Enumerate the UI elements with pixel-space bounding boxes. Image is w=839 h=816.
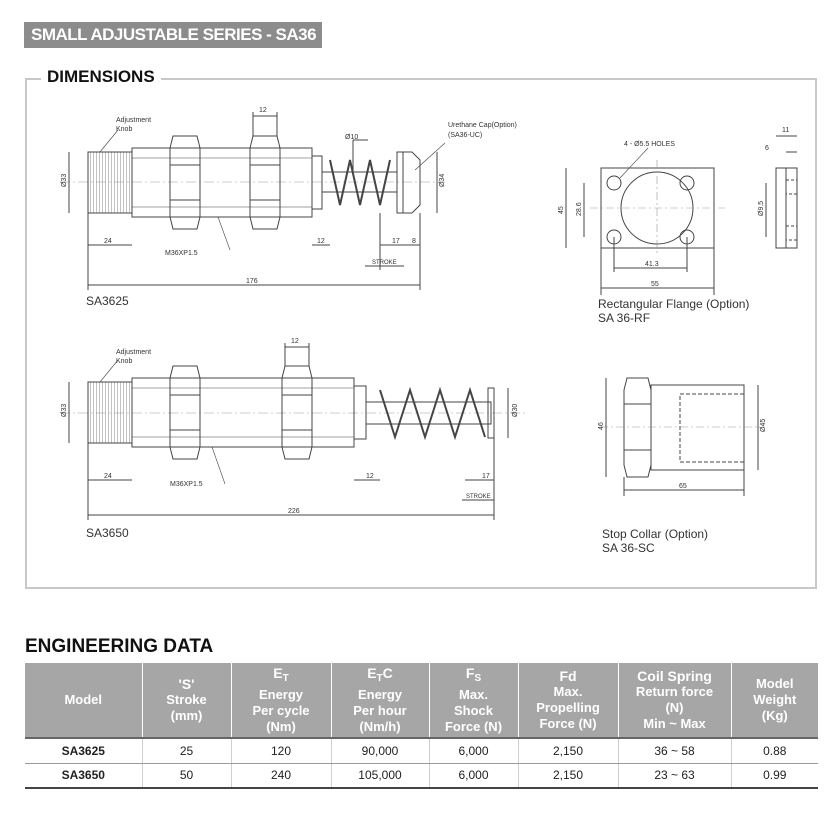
series-banner: SMALL ADJUSTABLE SERIES - SA36: [24, 22, 322, 48]
svg-text:4 - Ø5.5 HOLES: 4 - Ø5.5 HOLES: [624, 141, 675, 148]
svg-text:11: 11: [782, 127, 790, 134]
sa3625-body: [132, 148, 312, 217]
svg-text:Ø33: Ø33: [61, 403, 68, 417]
sa3650-drawing: [60, 343, 525, 520]
column-header: $F_S$ Max. Shock Force (N): [429, 663, 518, 738]
sa3650-label: SA3650: [86, 526, 129, 540]
sa3650-knob: [88, 382, 132, 443]
svg-text:Ø34: Ø34: [439, 173, 446, 187]
svg-text:12: 12: [291, 338, 299, 345]
table-cell: 50: [142, 763, 231, 788]
table-cell: 6,000: [429, 763, 518, 788]
column-header: Model Weight (Kg): [731, 663, 818, 738]
sa3625-cap: [397, 152, 420, 213]
svg-text:Adjustment: Adjustment: [116, 117, 152, 124]
sa3650-nut-1: [170, 366, 200, 459]
svg-text:Knob: Knob: [116, 358, 133, 365]
svg-text:Knob: Knob: [116, 126, 133, 133]
collar-nut: [624, 378, 651, 477]
column-header: 'S' Stroke (mm): [142, 663, 231, 738]
table-cell: 120: [231, 738, 331, 763]
svg-text:6: 6: [765, 145, 769, 152]
engineering-title: ENGINEERING DATA: [25, 636, 214, 657]
column-header: $E_T$ Energy Per cycle (Nm): [231, 663, 331, 738]
svg-text:45: 45: [558, 206, 565, 214]
table-cell: 2,150: [518, 738, 618, 763]
table-cell: 0.88: [731, 738, 818, 763]
engineering-table: [25, 663, 818, 789]
table-cell: 0.99: [731, 763, 818, 788]
svg-text:Ø30: Ø30: [512, 403, 519, 417]
sa3625-nut-1: [170, 136, 200, 229]
svg-text:(SA36-UC): (SA36-UC): [448, 132, 483, 139]
svg-text:28.6: 28.6: [576, 202, 583, 216]
svg-text:Urethane Cap(Option): Urethane Cap(Option): [448, 122, 517, 129]
svg-text:Ø33: Ø33: [61, 173, 68, 187]
table-cell: 240: [231, 763, 331, 788]
table-cell: 25: [142, 738, 231, 763]
table-cell: 105,000: [331, 763, 429, 788]
table-row: [25, 738, 818, 763]
dimensions-title: DIMENSIONS: [41, 67, 161, 87]
svg-text:46: 46: [598, 422, 605, 430]
sa3625-knob: [88, 152, 132, 213]
svg-text:M36XP1.5: M36XP1.5: [170, 481, 203, 488]
svg-text:Ø45: Ø45: [760, 418, 767, 432]
table-cell: 6,000: [429, 738, 518, 763]
column-header: Coil Spring Return force (N) Min ~ Max: [618, 663, 731, 738]
svg-text:12: 12: [317, 238, 325, 245]
svg-text:17: 17: [392, 238, 400, 245]
table-cell: 2,150: [518, 763, 618, 788]
sa3650-spring: [380, 390, 485, 437]
table-cell: SA3650: [25, 763, 142, 788]
svg-text:65: 65: [679, 483, 687, 490]
table-cell: SA3625: [25, 738, 142, 763]
svg-text:STROKE: STROKE: [372, 260, 397, 266]
svg-text:M36XP1.5: M36XP1.5: [165, 250, 198, 257]
table-cell: 36 ~ 58: [618, 738, 731, 763]
sa3625-spring: [330, 160, 390, 205]
collar-caption: Stop Collar (Option) SA 36-SC: [602, 527, 709, 555]
table-row: [25, 763, 818, 788]
sa3625-nut-2: [250, 136, 280, 229]
column-header: Model: [25, 663, 142, 738]
svg-text:12: 12: [259, 107, 267, 114]
svg-text:Ø10: Ø10: [345, 134, 359, 141]
table-cell: 90,000: [331, 738, 429, 763]
table-cell: 23 ~ 63: [618, 763, 731, 788]
svg-text:STROKE: STROKE: [466, 494, 491, 500]
header-row: [25, 663, 818, 738]
column-header: Fd Max. Propelling Force (N): [518, 663, 618, 738]
column-header: $E_TC$ Energy Per hour (Nm/h): [331, 663, 429, 738]
svg-text:12: 12: [366, 473, 374, 480]
svg-text:8: 8: [412, 238, 416, 245]
svg-text:Ø9.5: Ø9.5: [758, 200, 765, 216]
sa3650-nut-2: [282, 366, 312, 459]
svg-text:24: 24: [104, 473, 112, 480]
svg-text:Adjustment: Adjustment: [116, 349, 152, 356]
svg-text:55: 55: [651, 281, 659, 288]
svg-text:17: 17: [482, 473, 490, 480]
svg-text:176: 176: [246, 278, 258, 285]
stop-collar-drawing: [600, 378, 760, 496]
svg-text:24: 24: [104, 238, 112, 245]
sa3650-body: [132, 378, 354, 447]
flange-caption: Rectangular Flange (Option) SA 36-RF: [598, 297, 750, 325]
sa3625-label: SA3625: [86, 294, 129, 308]
svg-text:226: 226: [288, 508, 300, 515]
flange-hole: [607, 176, 621, 190]
svg-text:41.3: 41.3: [645, 261, 659, 268]
